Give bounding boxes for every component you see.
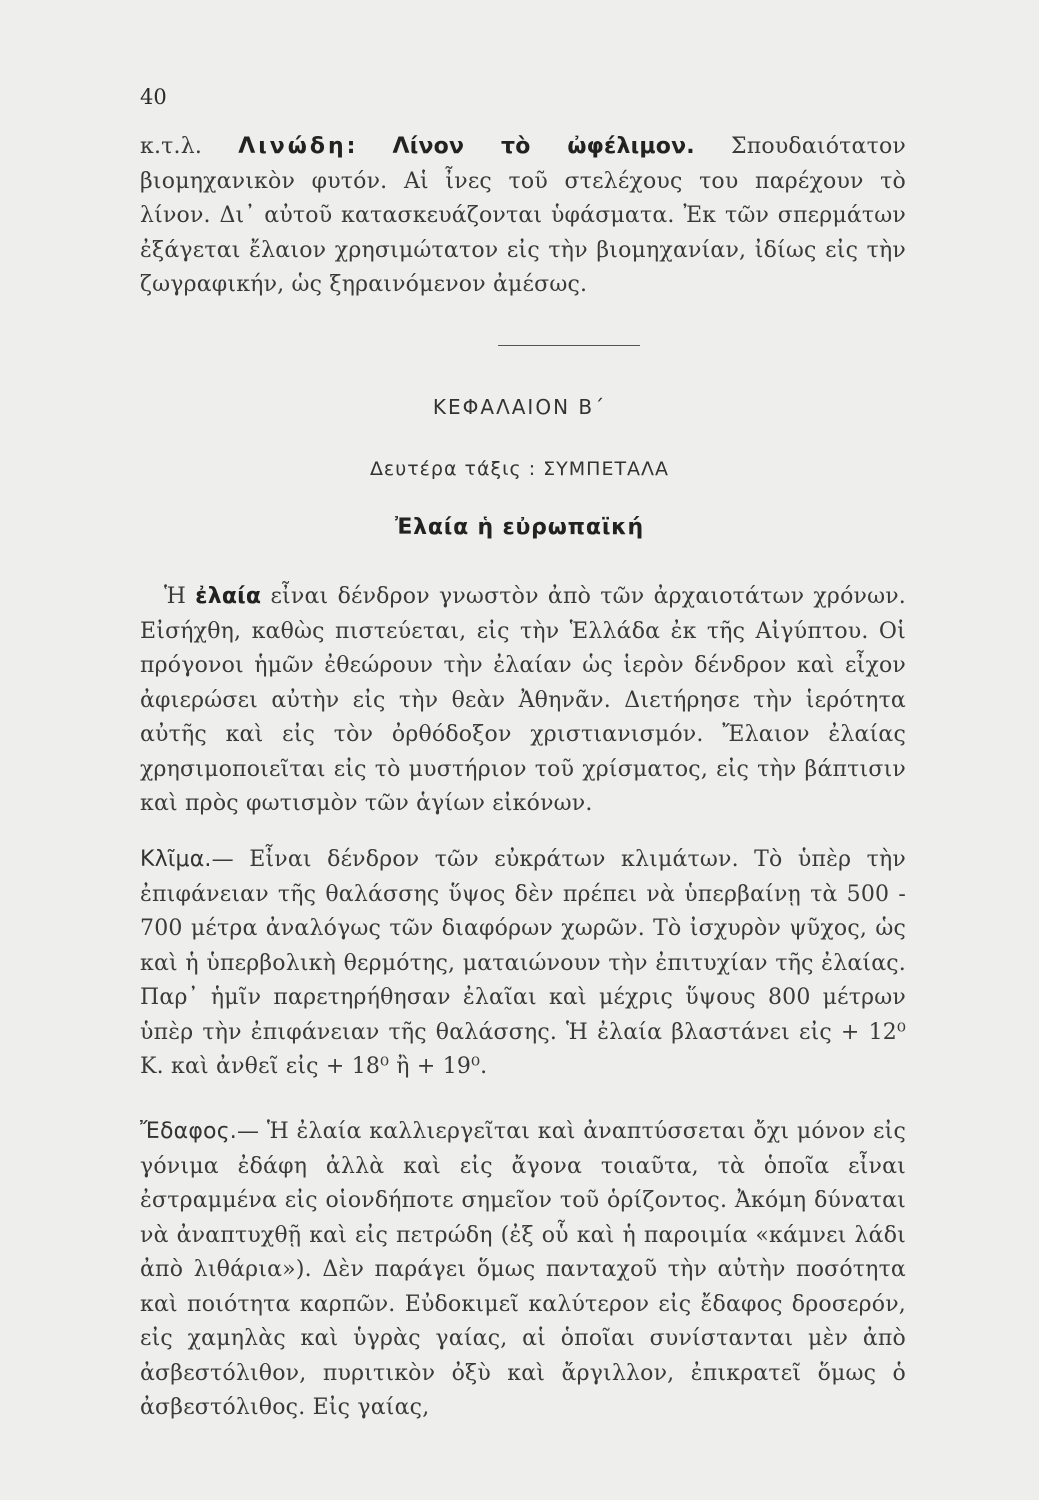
p2-keyword: Κλῖμα.	[140, 847, 212, 872]
paragraph-olive	[140, 580, 906, 822]
section-heading: Ἐλαία ἡ εὐρωπαϊκή	[394, 515, 645, 540]
p3-keyword: Ἔδαφος.	[140, 1119, 238, 1144]
page-number: 40	[140, 85, 167, 109]
intro-prefix: κ.τ.λ.	[140, 134, 239, 159]
intro-lead-sep: :	[346, 134, 393, 159]
chapter-subtitle: Δευτέρα τάξις : ΣΥΜΠΕΤΑΛΑ	[369, 458, 670, 480]
intro-paragraph	[140, 130, 906, 303]
intro-lead-word: Λινώδη	[238, 134, 347, 159]
section-divider	[498, 345, 640, 346]
intro-lead-title: Λίνον τὸ ὠφέλιμον.	[392, 134, 695, 159]
p1-bold-term: ἐλαία	[195, 584, 262, 609]
p2-body: — Εἶναι δένδρον τῶν εὐκράτων κλιμάτων. Τὸ ὑπὲρ τὴν ἐπιφάνειαν τῆς θαλάσσης ὕψος δὲν πρέπει νὰ ὑπερβαίνῃ τὰ 500 - 700 μέτρα ἀναλόγως τῶν διαφόρων χωρῶν. Τὸ ἰσχυρὸν ψῦχος, ὡς καὶ ἡ ὑπερβολικὴ θερμότης, ματαιώνουν τὴν ἐπιτυχίαν τῆς ἐλαίας. Παρ᾽ ἡμῖν παρετηρήθησαν ἐλαῖαι καὶ μέχρις ὕψους 800 μέτρων ὑπὲρ τὴν ἐπιφάνειαν τῆς θαλάσσης. Ἡ ἐλαία βλαστάνει εἰς + 12⁰ Κ. καὶ ἀνθεῖ εἰς + 18⁰ ἢ + 19⁰.	[140, 847, 906, 1079]
paragraph-climate	[140, 843, 906, 1085]
paragraph-soil	[140, 1115, 906, 1426]
p1-body: εἶναι δένδρον γνωστὸν ἀπὸ τῶν ἀρχαιοτάτων χρόνων. Εἰσήχθη, καθὼς πιστεύεται, εἰς τὴν Ἑλλάδα ἐκ τῆς Αἰγύπτου. Οἱ πρόγονοι ἡμῶν ἐθεώρουν τὴν ἐλαίαν ὡς ἱερὸν δένδρον καὶ εἶχον ἀφιερώσει αὐτὴν εἰς τὴν θεὰν Ἀθηνᾶν. Διετήρησε τὴν ἱερότητα αὐτῆς καὶ εἰς τὸν ὀρθόδοξον χριστιανισμόν. Ἔλαιον ἐλαίας χρησιμοποιεῖται εἰς τὸ μυστήριον τοῦ χρίσματος, εἰς τὴν βάπτισιν καὶ πρὸς φωτισμὸν τῶν ἁγίων εἰκόνων.	[140, 584, 906, 816]
chapter-title: ΚΕΦΑΛΑΙΟΝ Β΄	[432, 395, 607, 419]
p3-body: — Ἡ ἐλαία καλλιεργεῖται καὶ ἀναπτύσσεται ὄχι μόνον εἰς γόνιμα ἐδάφη ἀλλὰ καὶ εἰς ἄγονα τοιαῦτα, τὰ ὁποῖα εἶναι ἐστραμμένα εἰς οἱονδήποτε σημεῖον τοῦ ὁρίζοντος. Ἀκόμη δύναται νὰ ἀναπτυχθῇ καὶ εἰς πετρώδη (ἐξ οὗ καὶ ἡ παροιμία «κάμνει λάδι ἀπὸ λιθάρια»). Δὲν παράγει ὅμως πανταχοῦ τὴν αὐτὴν ποσότητα καὶ ποιότητα καρπῶν. Εὐδοκιμεῖ καλύτερον εἰς ἔδαφος δροσερόν, εἰς χαμηλὰς καὶ ὑγρὰς γαίας, αἱ ὁποῖαι συνίστανται μὲν ἀπὸ ἀσβεστόλιθον, πυριτικὸν ὀξὺ καὶ ἄργιλλον, ἐπικρατεῖ ὅμως ὁ ἀσβεστόλιθος. Εἰς γαίας,	[140, 1119, 906, 1420]
intro-body: Σπουδαιότατον βιομηχανικὸν φυτόν. Αἱ ἶνες τοῦ στελέχους του παρέχουν τὸ λίνον. Δι᾽ αὐτοῦ κατασκευάζονται ὑφάσματα. Ἐκ τῶν σπερμάτων ἐξάγεται ἔλαιον χρησιμώτατον εἰς τὴν βιομηχανίαν, ἰδίως εἰς τὴν ζωγραφικήν, ὡς ξηραινόμενον ἀμέσως.	[140, 134, 907, 297]
p1-start: Ἡ	[164, 584, 196, 609]
